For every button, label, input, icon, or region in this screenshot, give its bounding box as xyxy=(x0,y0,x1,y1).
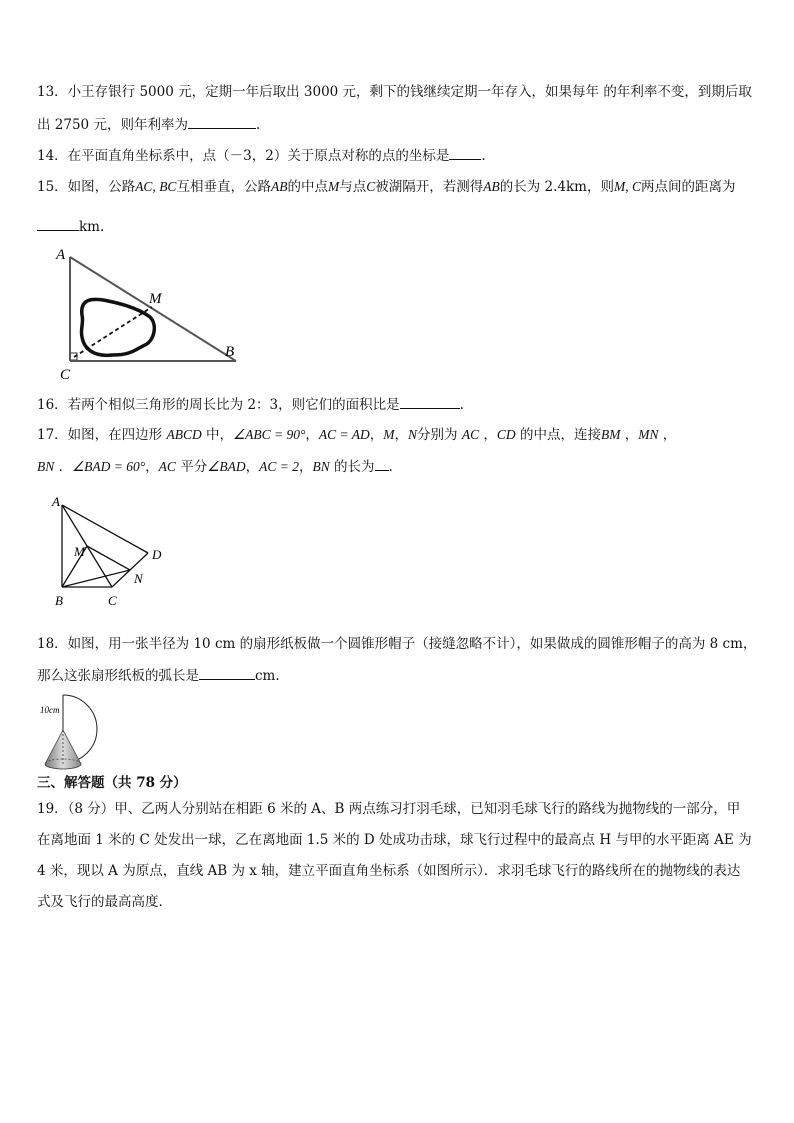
q17-var-mn: MN xyxy=(638,427,659,442)
q16-line xyxy=(37,395,464,414)
q14-answer-blank xyxy=(449,146,481,160)
q17-text-11: ． xyxy=(58,459,73,475)
q13-line2 xyxy=(37,115,260,134)
q17-var-bn-2: BN xyxy=(312,459,330,474)
q15-label-c: C xyxy=(60,367,71,383)
q17-label-c: C xyxy=(108,593,117,608)
q17-text-2: 中， xyxy=(206,427,234,443)
q18-line1: 18．如图，用一张半径为 10 cm 的扇形纸板做一个圆锥形帽子（接缝忽略不计），如果做成的圆锥形帽子的高为 8 cm， xyxy=(37,636,757,652)
q14-line xyxy=(37,146,486,165)
q13-answer-blank xyxy=(188,115,256,129)
q17-var-bn: BN xyxy=(37,459,55,474)
q15-label-m: M xyxy=(149,291,162,307)
section-3-title: 三、解答题（共 78 分） xyxy=(37,775,187,791)
q15-line1 xyxy=(37,178,735,196)
q18-answer-blank xyxy=(199,666,255,680)
q17-seg-bn xyxy=(62,570,130,587)
q17-text-14: ， xyxy=(245,459,260,475)
q17-text-13: 平分 xyxy=(180,459,208,475)
q15-text-3: 的中点 xyxy=(287,179,328,195)
q19-line4: 式及飞行的最高高度． xyxy=(37,894,172,910)
q16-end: . xyxy=(459,397,464,413)
q15-figure xyxy=(50,245,250,385)
q17-label-a: A xyxy=(52,494,60,509)
q17-var-angle-abc: ∠ABC = 90° xyxy=(233,427,306,442)
q15-var-ac-bc: AC, BC xyxy=(135,179,177,194)
q13-text: 出 2750 元，则年利率为 xyxy=(37,117,188,133)
q19-line2: 在离地面 1 米的 C 处发出一球，乙在离地面 1.5 米的 D 处成功击球，球飞行过程中的最高点 H 与甲的水平距离 AE 为 xyxy=(37,832,752,848)
q18-unit: cm. xyxy=(255,668,280,684)
q16-text: 16．若两个相似三角形的周长比为 2：3，则它们的面积比是 xyxy=(37,397,400,413)
q17-var-ac-ad: AC = AD xyxy=(318,427,370,442)
q17-var-angle-bad: ∠BAD = 60° xyxy=(72,459,146,474)
q15-text-2: 互相垂直，公路 xyxy=(176,179,271,195)
q15-text-1: 15．如图，公路 xyxy=(37,179,136,195)
q17-figure xyxy=(36,490,176,615)
q17-end: . xyxy=(388,459,393,475)
q18-text: 那么这张扇形纸板的弧长是 xyxy=(37,668,199,684)
q17-seg-mn xyxy=(87,546,130,570)
q19-line1: 19．（8 分）甲、乙两人分别站在相距 6 米的 A、B 两点练习打羽毛球，已知羽毛球飞行的路线为抛物线的一部分，甲 xyxy=(37,801,741,817)
q14-text: 14．在平面直角坐标系中，点（－3，2）关于原点对称的点的坐标是 xyxy=(37,148,450,164)
q13-line1: 13．小王存银行 5000 元，定期一年后取出 3000 元，剩下的钱继续定期一年存入，如果每年 的年利率不变，到期后取 xyxy=(37,84,752,100)
q17-var-ac-eq-2: AC = 2 xyxy=(259,459,299,474)
q17-line1 xyxy=(37,426,676,444)
q16-answer-blank xyxy=(400,395,460,409)
q17-text-8: 的中点，连接 xyxy=(519,427,601,443)
q17-text-12: ， xyxy=(145,459,159,475)
q17-text-15: ， xyxy=(298,459,313,475)
q17-var-n: N xyxy=(408,427,418,442)
q17-text-1: 17．如图，在四边形 xyxy=(37,427,163,443)
q17-var-ac-2: AC xyxy=(158,459,176,474)
q18-line2 xyxy=(37,666,280,685)
q18-radius-label: 10cm xyxy=(40,705,60,715)
q17-text-6: 分别为 xyxy=(417,427,458,443)
q15-var-mc: M, C xyxy=(613,179,641,194)
q15-var-ab: AB xyxy=(270,179,288,194)
q17-label-d: D xyxy=(152,547,162,562)
q17-line2 xyxy=(37,457,393,476)
q17-text-10: ， xyxy=(662,427,677,443)
q15-var-m: M xyxy=(327,179,340,194)
q17-text-9: ， xyxy=(624,427,639,443)
q15-line2 xyxy=(37,217,104,236)
q19-line3: 4 米，现以 A 为原点，直线 AB 为 x 轴，建立平面直角坐标系（如图所示）．求羽毛球飞行的路线所在的抛物线的表达 xyxy=(37,863,741,879)
q14-end: . xyxy=(481,148,486,164)
q15-text-7: 两点间的距离为 xyxy=(640,179,736,195)
q17-label-b: B xyxy=(55,593,63,608)
q15-unit: km. xyxy=(79,219,105,235)
q15-text-4: 与点 xyxy=(339,179,367,195)
q15-var-ab-2: AB xyxy=(483,179,500,194)
q17-var-angle-bad-2: ∠BAD xyxy=(207,459,246,474)
q17-text-5: ， xyxy=(394,427,409,443)
q17-text-7: ， xyxy=(483,427,497,443)
q17-var-cd: CD xyxy=(496,427,516,442)
q15-var-c: C xyxy=(366,179,376,194)
q17-var-abcd: ABCD xyxy=(166,427,202,442)
q17-text-3: ， xyxy=(305,427,319,443)
q17-answer-blank xyxy=(375,457,389,471)
q15-text-6: 的长为 2.4km，则 xyxy=(499,179,614,195)
q15-dashed-mc xyxy=(74,307,152,357)
q15-label-a: A xyxy=(56,247,66,263)
q17-var-bm: BM xyxy=(600,427,621,442)
q15-road-ab xyxy=(70,257,236,361)
q17-label-m: M xyxy=(74,544,85,559)
q15-text-5: 被湖隔开，若测得 xyxy=(375,179,484,195)
q18-figure xyxy=(38,690,118,775)
q17-var-m: M xyxy=(383,427,395,442)
q15-lake-shape xyxy=(81,299,154,355)
q15-answer-blank xyxy=(37,217,79,231)
q17-text-16: 的长为 xyxy=(334,459,375,475)
q17-text-4: ， xyxy=(369,427,384,443)
q13-end: . xyxy=(255,117,261,133)
q15-label-b: B xyxy=(225,344,235,360)
q17-label-n: N xyxy=(134,571,143,586)
q17-var-ac: AC xyxy=(461,427,480,442)
